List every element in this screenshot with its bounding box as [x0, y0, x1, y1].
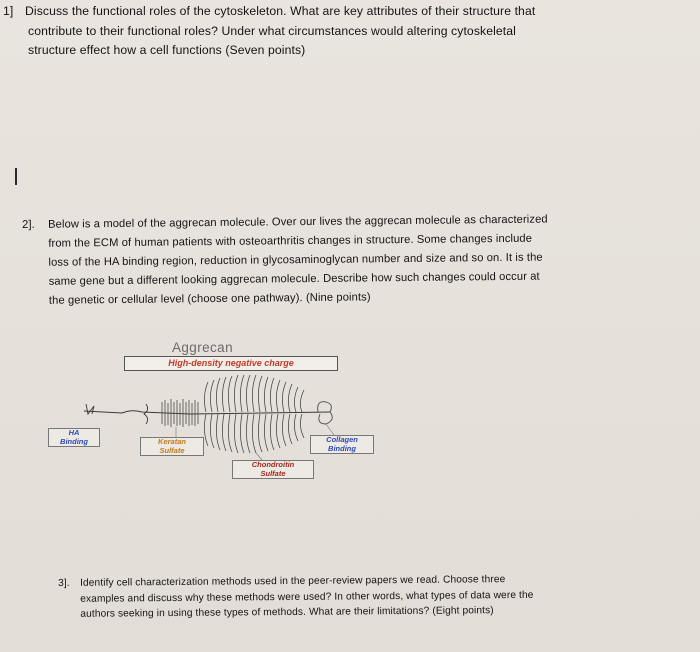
keratan-sulfate-bristles [162, 399, 198, 427]
question-2-number: 2]. [22, 218, 35, 231]
question-1-line-1 [3, 2, 535, 22]
question-3-text-line-3: authors seeking in using these types of methods. What are their limitations? (Eight points) [80, 605, 494, 620]
question-2-text-line-4: same gene but a different looking aggrecan molecule. Describe how such changes could occur at [48, 270, 540, 288]
question-1-text-line-1: Discuss the functional roles of the cytoskeleton. What are key attributes of their structure that [25, 4, 536, 18]
question-1-text-line-3: structure effect how a cell functions (Seven points) [28, 43, 306, 57]
ha-binding-label: HA Binding [48, 428, 100, 447]
collagen-pointer [326, 424, 334, 435]
question-1-text-line-2: contribute to their functional roles? Under what circumstances would altering cytoskeletal [28, 23, 516, 38]
question-3-number: 3]. [58, 577, 70, 589]
question-3-text-line-1: Identify cell characterization methods used in the peer-review papers we read. Choose three [80, 574, 506, 589]
question-1-number: 1] [3, 4, 14, 18]
chondroitin-pointer [256, 453, 262, 460]
question-2-text-line-2: from the ECM of human patients with osteoarthritis changes in structure. Some changes include [48, 232, 533, 250]
link-protein-squiggle [144, 404, 148, 424]
collagen-binding-label: Collagen Binding [310, 435, 374, 454]
charge-label: High-density negative charge [124, 356, 338, 371]
chondroitin-sulfate-bristles [204, 375, 304, 453]
text-cursor [15, 168, 17, 185]
core-protein-line [84, 411, 330, 414]
ha-link-squiggle [86, 404, 94, 414]
question-2-text-line-3: loss of the HA binding region, reduction in glycosaminoglycan number and size and so on. It is the [48, 251, 543, 269]
question-1 [3, 2, 535, 61]
collagen-binding-globule [318, 402, 333, 424]
question-2-text-line-5: the genetic or cellular level (choose one pathway). (Nine points) [48, 290, 371, 307]
keratan-sulfate-label: Keratan Sulfate [140, 437, 204, 456]
chondroitin-sulfate-label: Chondroitin Sulfate [232, 460, 314, 479]
diagram-title: Aggrecan [172, 340, 233, 355]
question-2 [22, 210, 549, 310]
question-2-text-line-1: Below is a model of the aggrecan molecule. Over our lives the aggrecan molecule as characterized [48, 213, 548, 231]
question-3 [58, 572, 534, 623]
question-3-text-line-2: examples and discuss why these methods were used? In other words, what types of data were the [80, 589, 534, 605]
